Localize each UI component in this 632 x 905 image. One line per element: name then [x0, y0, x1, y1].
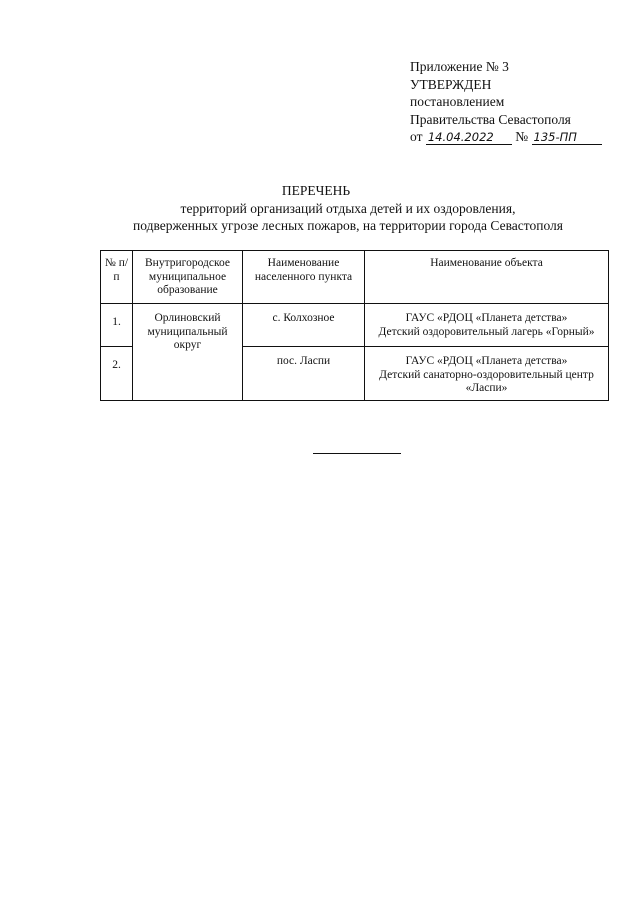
object-cell	[365, 347, 609, 401]
header-object: Наименование объекта	[365, 251, 609, 304]
table-row	[101, 304, 609, 347]
settlement-cell: с. Колхозное	[243, 304, 365, 347]
handwritten-number: 135-ПП	[532, 131, 602, 145]
row-number: 1.	[101, 304, 133, 347]
row-number: 2.	[101, 347, 133, 401]
handwritten-date: 14.04.2022	[426, 131, 512, 145]
object-cell	[365, 304, 609, 347]
object-line: Детский оздоровительный лагерь «Горный»	[378, 325, 595, 338]
object-line: «Ласпи»	[465, 382, 508, 394]
header-settlement: Наименование населенного пункта	[243, 251, 365, 304]
approval-block	[410, 58, 602, 146]
end-divider	[313, 453, 401, 454]
header-number: № п/п	[101, 251, 133, 304]
territories-table	[100, 250, 609, 401]
document-subtitle-line2: подверженных угрозе лесных пожаров, на территории города Севастополя	[133, 218, 563, 233]
table-header-row	[101, 251, 609, 304]
object-line: Детский санаторно-оздоровительный центр	[379, 368, 594, 381]
district-cell: Орлиновский муниципальный округ	[133, 304, 243, 401]
object-line: ГАУС «РДОЦ «Планета детства»	[405, 312, 568, 324]
government-label: Правительства Севастополя	[410, 111, 571, 127]
number-prefix: №	[515, 129, 529, 144]
document-heading: ПЕРЕЧЕНЬ	[281, 183, 351, 198]
date-number-line	[410, 128, 602, 146]
object-line: ГАУС «РДОЦ «Планета детства»	[405, 355, 568, 367]
header-district: Внутригородское муниципальное образование	[133, 251, 243, 304]
date-prefix: от	[410, 129, 423, 144]
appendix-number: Приложение № 3	[410, 59, 509, 74]
resolution-label: постановлением	[410, 94, 505, 109]
document-subtitle-line1: территорий организаций отдыха детей и их оздоровления,	[180, 201, 516, 216]
settlement-cell: пос. Ласпи	[243, 347, 365, 401]
approved-label: УТВЕРЖДЕН	[410, 76, 492, 92]
